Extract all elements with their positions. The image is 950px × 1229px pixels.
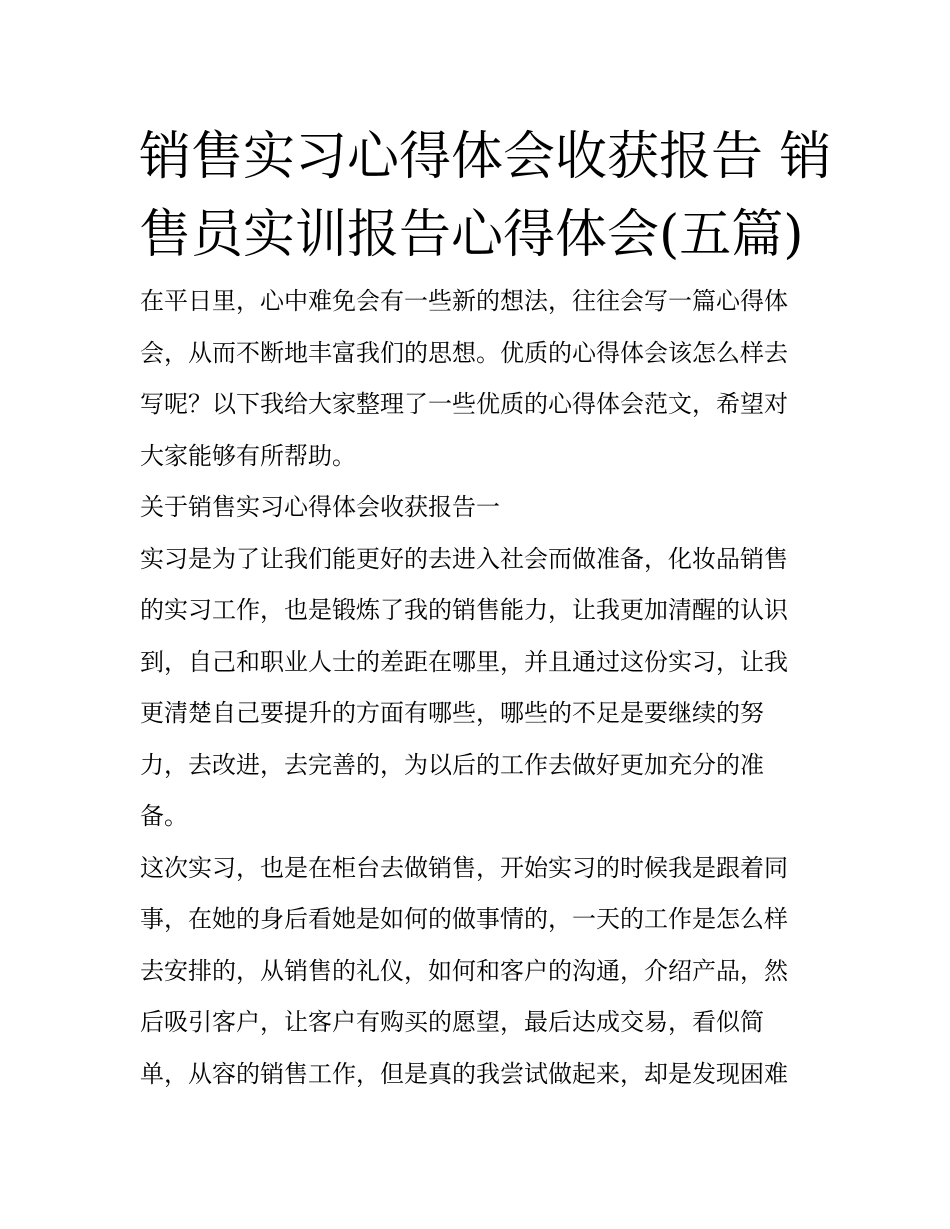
title-line-1: 销售实习心得体会收获报告 销 — [139, 127, 832, 187]
body-line: 写呢？以下我给大家整理了一些优质的心得体会范文，希望对 — [140, 390, 788, 418]
body-line: 在平日里，心中难免会有一些新的想法，往往会写一篇心得体 — [140, 287, 788, 315]
body-line: 会，从而不断地丰富我们的思想。优质的心得体会该怎么样去 — [140, 338, 788, 367]
body-line: 到，自己和职业人士的差距在哪里，并且通过这份实习，让我 — [140, 647, 788, 676]
body-line: 更清楚自己要提升的方面有哪些，哪些的不足是要继续的努 — [140, 699, 764, 727]
body-line: 去安排的，从销售的礼仪，如何和客户的沟通，介绍产品，然 — [140, 956, 788, 985]
body-line: 单，从容的销售工作，但是真的我尝试做起来，却是发现困难 — [140, 1059, 788, 1088]
body-line: 力，去改进，去完善的，为以后的工作去做好更加充分的准 — [140, 750, 764, 779]
body-line: 实习是为了让我们能更好的去进入社会而做准备，化妆品销售 — [140, 544, 788, 573]
document-body — [140, 276, 820, 1100]
body-line: 后吸引客户，让客户有购买的愿望，最后达成交易，看似简 — [140, 1008, 764, 1036]
body-line: 大家能够有所帮助。 — [140, 441, 356, 470]
body-line: 这次实习，也是在柜台去做销售，开始实习的时候我是跟着同 — [140, 853, 788, 882]
document-title — [139, 118, 832, 274]
title-line-2: 售员实训报告心得体会(五篇) — [139, 205, 804, 265]
section-heading: 关于销售实习心得体会收获报告一 — [140, 493, 500, 521]
body-line: 的实习工作，也是锻炼了我的销售能力，让我更加清醒的认识 — [140, 596, 788, 624]
body-line: 事，在她的身后看她是如何的做事情的，一天的工作是怎么样 — [140, 905, 788, 933]
body-line: 备。 — [140, 802, 188, 830]
